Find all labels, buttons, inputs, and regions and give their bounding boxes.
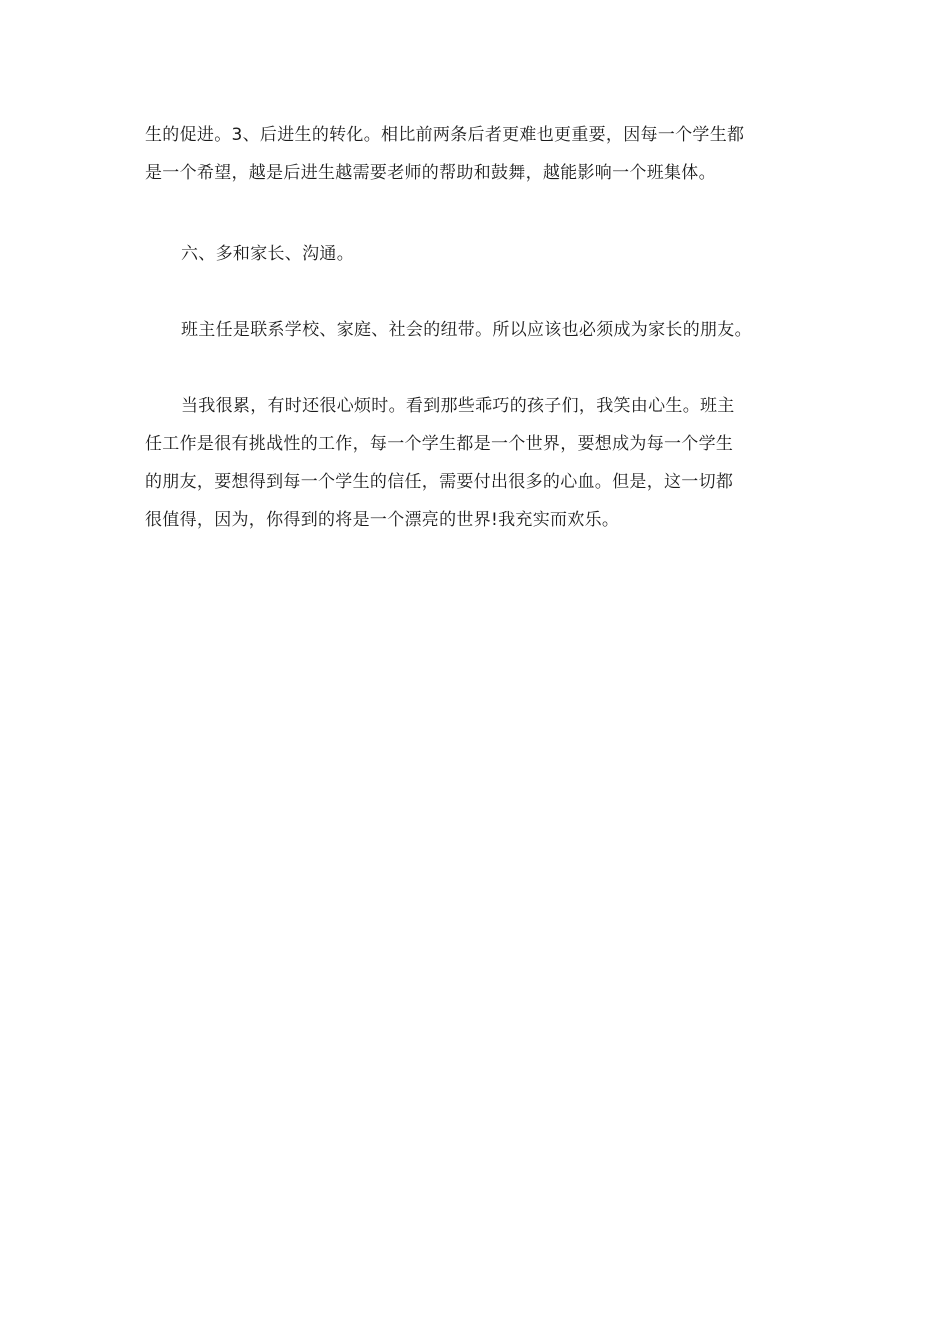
paragraph-line: 任工作是很有挑战性的工作，每一个学生都是一个世界，要想成为每一个学生	[145, 434, 734, 454]
paragraph-line: 是一个希望，越是后进生越需要老师的帮助和鼓舞，越能影响一个班集体。	[145, 163, 716, 183]
paragraph-head-teacher-role	[145, 311, 810, 349]
paragraph-line: 当我很累，有时还很心烦时。看到那些乖巧的孩子们，我笑由心生。班主	[181, 396, 735, 416]
paragraph-line: 班主任是联系学校、家庭、社会的纽带。所以应该也必须成为家长的朋友。	[181, 320, 752, 340]
section-heading-six	[145, 235, 810, 273]
paragraph-line: 很值得，因为，你得到的将是一个漂亮的世界!我充实而欢乐。	[145, 510, 620, 530]
paragraph-continuation	[145, 116, 810, 192]
paragraph-reflection	[145, 387, 810, 539]
section-heading-text: 六、多和家长、沟通。	[181, 244, 354, 264]
paragraph-line: 生的促进。3、后进生的转化。相比前两条后者更难也更重要，因每一个学生都	[145, 125, 745, 145]
paragraph-line: 的朋友，要想得到每一个学生的信任，需要付出很多的心血。但是，这一切都	[145, 472, 734, 492]
